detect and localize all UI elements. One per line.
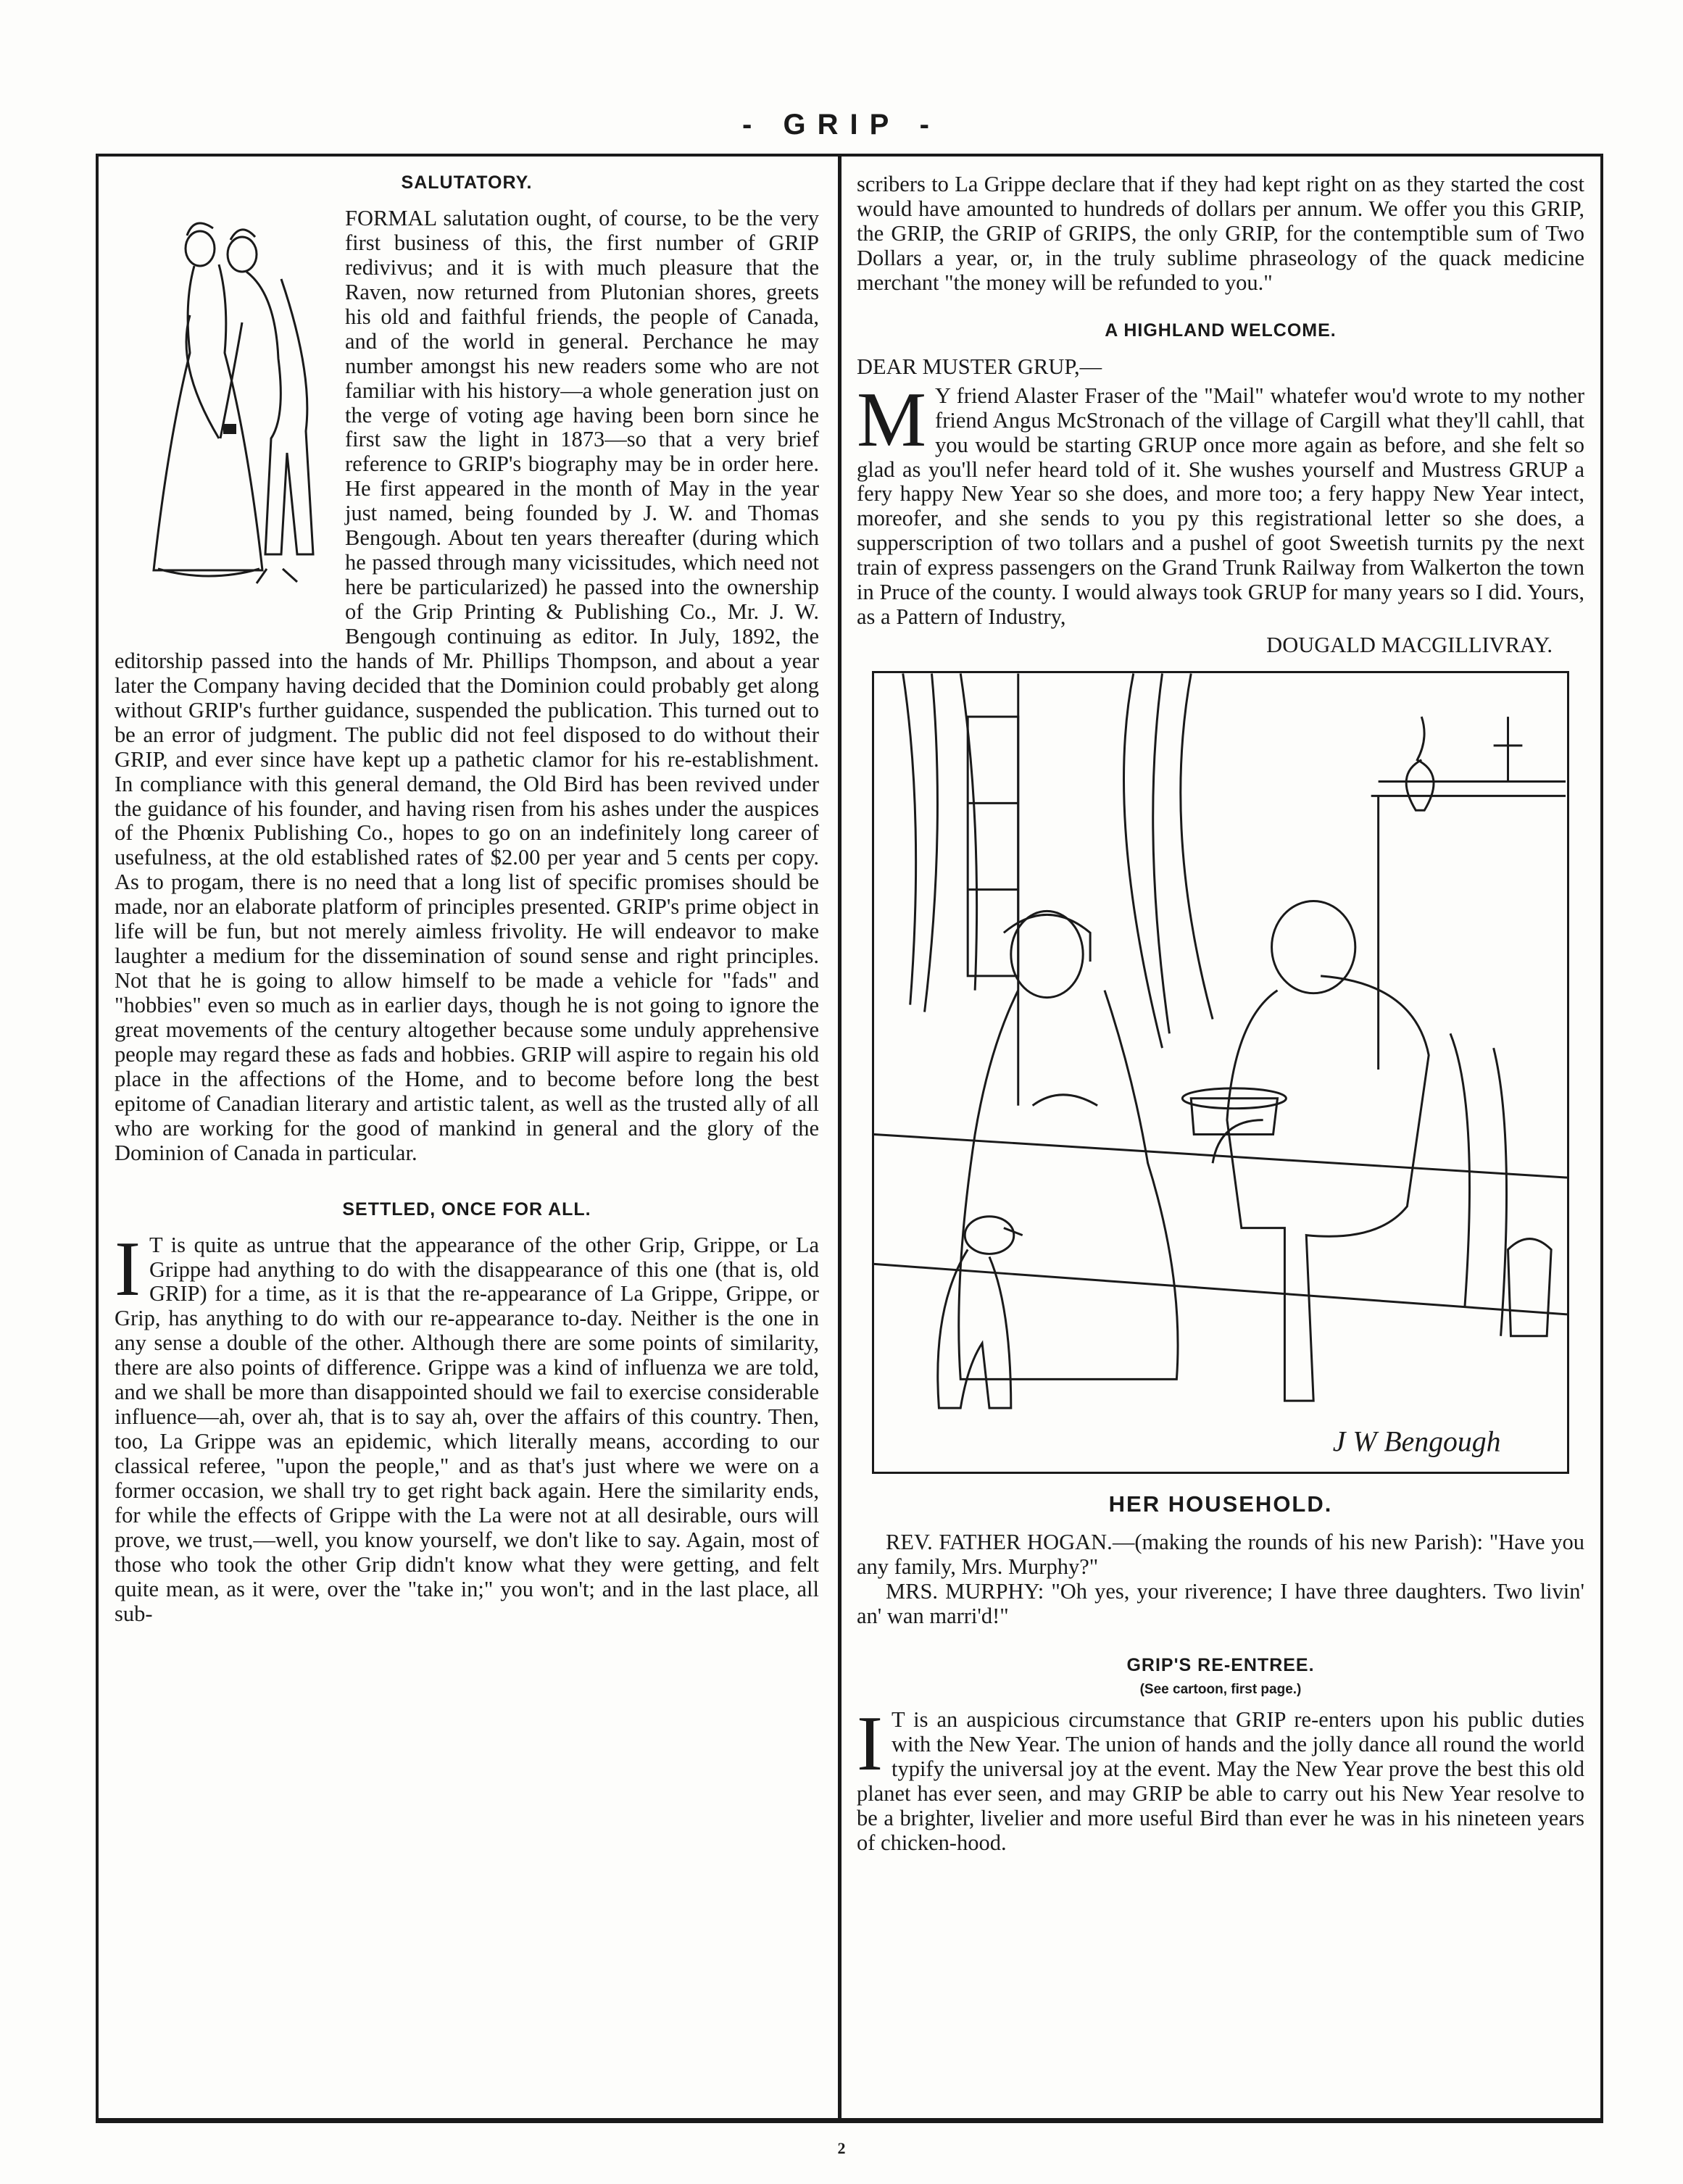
reentree-article: [857, 1700, 1584, 1856]
caption-text-1: —(making the rounds of his new Parish): "Have you any family, Mrs. Murphy?": [857, 1530, 1584, 1579]
left-column: [115, 172, 819, 1627]
caption-speaker-2: MRS. MURPHY:: [886, 1578, 1044, 1604]
salutatory-heading: SALUTATORY.: [401, 172, 533, 193]
reentree-subheading: (See cartoon, first page.): [1139, 1681, 1302, 1697]
highland-signature: DOUGALD MACGILLIVRAY.: [1266, 633, 1553, 658]
reentree-heading: GRIP'S RE-ENTREE.: [1126, 1654, 1315, 1675]
settled-heading: SETTLED, ONCE FOR ALL.: [342, 1199, 591, 1220]
column-divider: [838, 156, 842, 2121]
her-household-cartoon: [872, 671, 1569, 1474]
highland-salutation: DEAR MUSTER GRUP,—: [857, 354, 1102, 379]
cartoon-signature: J W Bengough: [1332, 1425, 1501, 1458]
settled-dropcap: I: [115, 1225, 141, 1312]
salutatory-article: [115, 207, 819, 1166]
settled-text: T is quite as untrue that the appearance of the other Grip, Grippe, or La Grippe had anything to do with the disappearance of this one (that is, old GRIP) for a time, as it is that the re-appearance of La Grippe, Grippe, or Grip, has anything to do with our re-appearance to-day. Neither is the one in any sense a double of the other. Although there are some points of similarity, there are also points of difference. Grippe was a kind of influenza we are told, and we shall be more than disappointed should we fail to exercise considerable influence—ah, over ah, that is to say ah, over the affairs of this country. Then, too, La Grippe was an epidemic, which literally means, according to our classical referee, "upon the people," and as that's just where we were on a former occasion, we shall try to get right back again. Here the similarity ends, for while the effects of Grippe with the La were not at all desirable, ours will prove, we trust,—well, you know yourself, we don't like to say. Again, most of those who took the other Grip didn't know what they were getting, and felt quite mean, as it were, over the "take in;" you won't; and in the last place, all sub-: [115, 1232, 819, 1626]
reentree-text: T is an auspicious circumstance that GRIP re-enters upon his public duties with the New Year. The union of hands and the jolly dance all round the world typify the universal joy at the event. May the New Year prove the best this old planet has ever seen, and may GRIP be able to carry out his New Year resolve to be a brighter, livelier and more useful Bird than ever he was in his nineteen years of chicken-hood.: [857, 1706, 1584, 1855]
highland-heading: A HIGHLAND WELCOME.: [1105, 320, 1337, 341]
right-column: [857, 172, 1584, 1855]
settled-article: [115, 1225, 819, 1627]
highland-letter: [857, 376, 1584, 630]
salutatory-text: FORMAL salutation ought, of course, to be the very first business of this, the first number of GRIP redivivus; and it is with much pleasure that the Raven, now returned from Plutonian shores, greets his old and faithful friends, the people of Canada, and of the world in general. Perchance he may number amongst his new readers some who are not familiar with his history—a whole generation just on the verge of voting age having been born since he first saw the light in 1873—so that a very brief reference to GRIP's biography may be in order here. He first appeared in the month of May in the year just named, being founded by J. W. and Thomas Bengough. About ten years thereafter (during which he passed through many vicissitudes, which need not here be particularized) he passed into the ownership of the Grip Printing & Publishing Co., Mr. J. W. Bengough continuing as editor. In July, 1892, the editorship passed into the hands of Mr. Phillips Thompson, and about a year later the Company having decided that the Dominion could probably get along without GRIP's further guidance, suspended the publication. This turned out to be an error of judgment. The public did not feel disposed to do without their GRIP, and ever since have kept up a pathetic clamor for his re-establishment. In compliance with this general demand, the Old Bird has been revived under the guidance of his founder, and having risen from his ashes under the auspices of the Phœnix Publishing Co., hopes to go on an indefinitely long career of usefulness, at the old established rates of $2.00 per year and 5 cents per copy. As to progam, there is no need that a long list of specific promises should be made, nor an elaborate platform of principles presented. GRIP's prime object in life will be fun, but not merely aimless frivolity. He will endeavor to make laughter a medium for the dissemination of sound sense and right principles. Not that he is going to allow himself to be made a vehicle for "fads" and "hobbies" even so much as in earlier days, though he is not going to ignore the great movements of the century altogether because some unduly apprehensive people may regard these as fads and hobbies. GRIP will aspire to regain his old place in the affections of the Home, and to become before long the best epitome of Canadian literary and artistic talent, as well as the trusted ally of all who are working for the good of mankind in general and the glory of the Dominion of Canada in particular.: [115, 206, 819, 1165]
caption-line-2: [857, 1580, 1584, 1629]
household-caption-heading: HER HOUSEHOLD.: [1108, 1491, 1333, 1517]
cartoon-drawing: [874, 673, 1567, 1472]
highland-text: Y friend Alaster Fraser of the "Mail" whatefer wou'd wrote to my nother friend Angus McStronach of the village of Cargill what they'll cahll, that you would be starting GRUP once more again as before, and she felt so glad as you'll nefer heard told of it. She wushes yourself and Mustress GRUP a fery happy New Year so she does, and more too; a fery happy New Year intect, moreofer, and she sends to you py this registrational letter so she does, a supperscription of two tollars and a pushel of goot Sweetish turnits py the next train of express passengers on the Grand Trunk Railway from Walkerton the town in Pruce of the county. I would always took GRUP for many years so I did. Yours, as a Pattern of Industry,: [857, 383, 1584, 630]
page-number: 2: [837, 2139, 846, 2157]
masthead-title: - GRIP -: [742, 109, 941, 141]
kissing-couple-illustration: [115, 207, 332, 623]
caption-speaker-1: REV. FATHER HOGAN.: [886, 1530, 1113, 1555]
caption-text-2: "Oh yes, your riverence; I have three daughters. Two livin' an' wan marri'd!": [857, 1578, 1584, 1628]
highland-dropcap: M: [857, 376, 927, 463]
settled-continuation: scribers to La Grippe declare that if they had kept right on as they started the cost would have amounted to hundreds of dollars per annum. We offer you this GRIP, the GRIP, the GRIP of GRIPS, the only GRIP, for the contemptible sum of Two Dollars a year, or, in the truly sublime phraseology of the quack medicine merchant "the money will be refunded to you.": [857, 172, 1584, 295]
caption-line-1: [857, 1530, 1584, 1580]
reentree-dropcap: I: [857, 1700, 883, 1787]
